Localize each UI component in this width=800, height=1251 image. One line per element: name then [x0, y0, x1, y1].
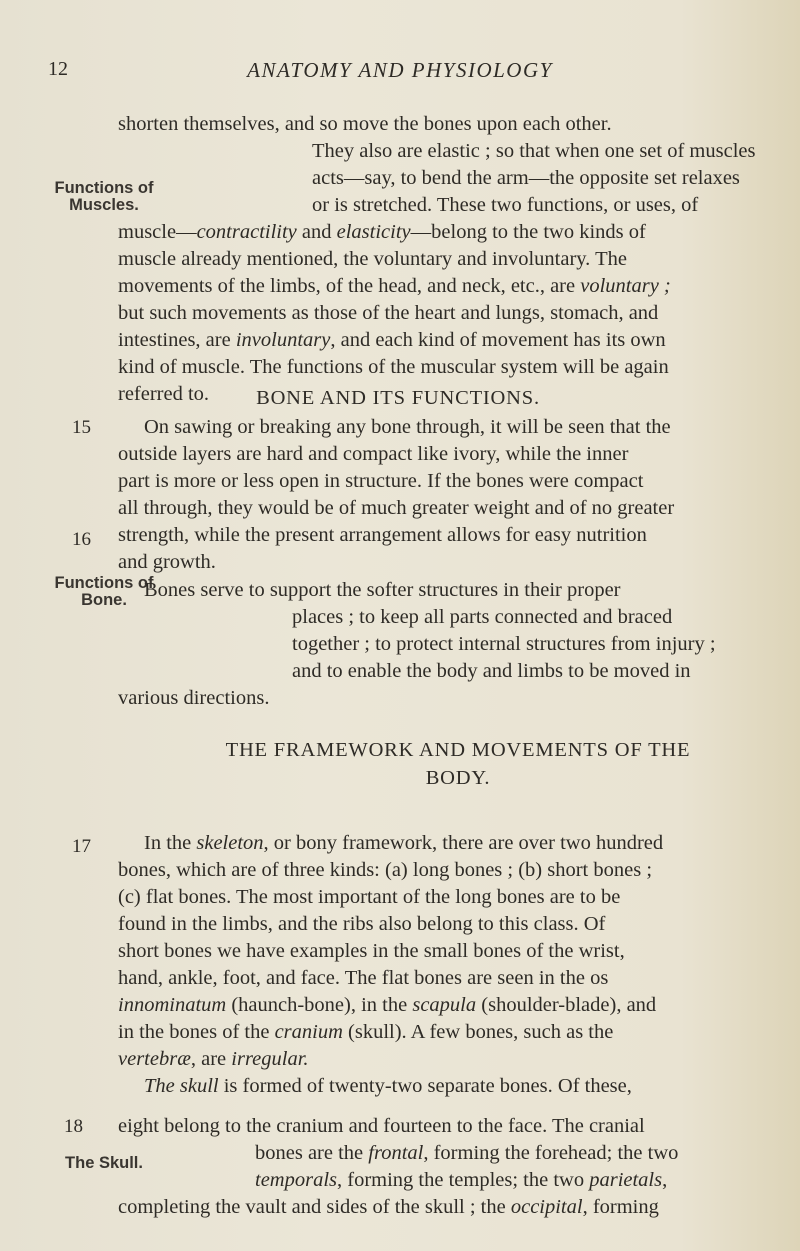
text-line: places ; to keep all parts connected and braced — [292, 606, 673, 628]
text-line: muscle—contractility and elasticity—belong to the two kinds of — [118, 221, 646, 243]
side-note-muscles — [48, 180, 160, 214]
text-line: strength, while the present arrangement allows for easy nutrition — [118, 524, 647, 546]
text-line: in the bones of the cranium (skull). A few bones, such as the — [118, 1021, 614, 1043]
text-line: completing the vault and sides of the skull ; the occipital, forming — [118, 1196, 659, 1218]
text-line: but such movements as those of the heart and lungs, stomach, and — [118, 302, 659, 324]
text-line: together ; to protect internal structures from injury ; — [292, 633, 716, 655]
text-line: or is stretched. These two functions, or uses, of — [312, 194, 699, 216]
side-note-muscles-line-2: Muscles. — [69, 196, 139, 214]
term-elasticity: elasticity — [336, 221, 411, 243]
text-line: bones, which are of three kinds: (a) long bones ; (b) short bones ; — [118, 859, 653, 881]
term-irregular: irregular. — [231, 1048, 309, 1070]
text-line: all through, they would be of much greater weight and of no greater — [118, 497, 675, 519]
text-line: and growth. — [118, 551, 216, 573]
term-os-innominatum: innominatum — [118, 994, 227, 1016]
term-occipital: occipital — [510, 1196, 583, 1218]
side-note-bone-line-2: Bone. — [81, 591, 127, 609]
side-note-skull: The Skull. — [65, 1154, 143, 1172]
text-line: referred to. — [118, 383, 210, 405]
term-temporals: temporals — [255, 1169, 337, 1191]
text-line: innominatum (haunch-bone), in the scapula (shoulder-blade), and — [118, 994, 657, 1016]
text-line: part is more or less open in structure. If the bones were compact — [118, 470, 644, 492]
side-note-bone-line-1: Functions of — [54, 574, 154, 592]
text-line: shorten themselves, and so move the bones upon each other. — [118, 113, 612, 135]
term-vertebrae: vertebræ — [118, 1048, 191, 1070]
term-voluntary: voluntary ; — [580, 275, 671, 297]
section-heading-framework-cont: BODY. — [425, 767, 491, 789]
text-line: In the skeleton, or bony framework, there are over two hundred — [144, 832, 664, 854]
term-scapula: scapula — [412, 994, 477, 1016]
text-line: vertebræ, are irregular. — [118, 1048, 309, 1070]
paragraph-number: 17 — [72, 836, 91, 857]
text-line: muscle already mentioned, the voluntary and involuntary. The — [118, 248, 627, 270]
text-line: kind of muscle. The functions of the muscular system will be again — [118, 356, 669, 378]
term-parietals: parietals — [589, 1169, 663, 1191]
term-frontal: frontal — [368, 1142, 424, 1164]
text-line: various directions. — [118, 687, 270, 709]
text-line: On sawing or breaking any bone through, it will be seen that the — [144, 416, 671, 438]
text-line: (c) flat bones. The most important of the long bones are to be — [118, 886, 621, 908]
text-line: The skull is formed of twenty-two separate bones. Of these, — [144, 1075, 632, 1097]
term-cranium: cranium — [274, 1021, 343, 1043]
text-line: short bones we have examples in the small bones of the wrist, — [118, 940, 625, 962]
term-skeleton: skeleton — [196, 832, 264, 854]
running-head: ANATOMY AND PHYSIOLOGY — [247, 58, 553, 82]
term-the-skull: The skull — [144, 1075, 219, 1097]
text-line: intestines, are involuntary, and each kind of movement has its own — [118, 329, 666, 351]
side-note-muscles-line-1: Functions of — [54, 179, 154, 197]
paragraph-number: 15 — [72, 417, 91, 438]
term-contractility: contractility — [196, 221, 297, 243]
text-line: eight belong to the cranium and fourteen to the face. The cranial — [118, 1115, 645, 1137]
text-line: Bones serve to support the softer structures in their proper — [144, 579, 621, 601]
text-line: found in the limbs, and the ribs also belong to this class. Of — [118, 913, 606, 935]
text-line: bones are the frontal, forming the forehead; the two — [255, 1142, 679, 1164]
section-heading-framework: THE FRAMEWORK AND MOVEMENTS OF THE — [225, 739, 691, 761]
text-line: and to enable the body and limbs to be moved in — [292, 660, 691, 682]
section-heading-bone: BONE AND ITS FUNCTIONS. — [256, 387, 540, 409]
text-line: temporals, forming the temples; the two parietals, — [255, 1169, 668, 1191]
page-number: 12 — [48, 58, 68, 80]
text-line: acts—say, to bend the arm—the opposite set relaxes — [312, 167, 740, 189]
text-line: movements of the limbs, of the head, and neck, etc., are voluntary ; — [118, 275, 671, 297]
text-line: hand, ankle, foot, and face. The flat bones are seen in the os — [118, 967, 609, 989]
text-line: They also are elastic ; so that when one set of muscles — [312, 140, 756, 162]
term-involuntary: involuntary — [235, 329, 331, 351]
paragraph-number: 16 — [72, 529, 91, 550]
text-line: outside layers are hard and compact like ivory, while the inner — [118, 443, 629, 465]
paragraph-number: 18 — [64, 1116, 83, 1137]
